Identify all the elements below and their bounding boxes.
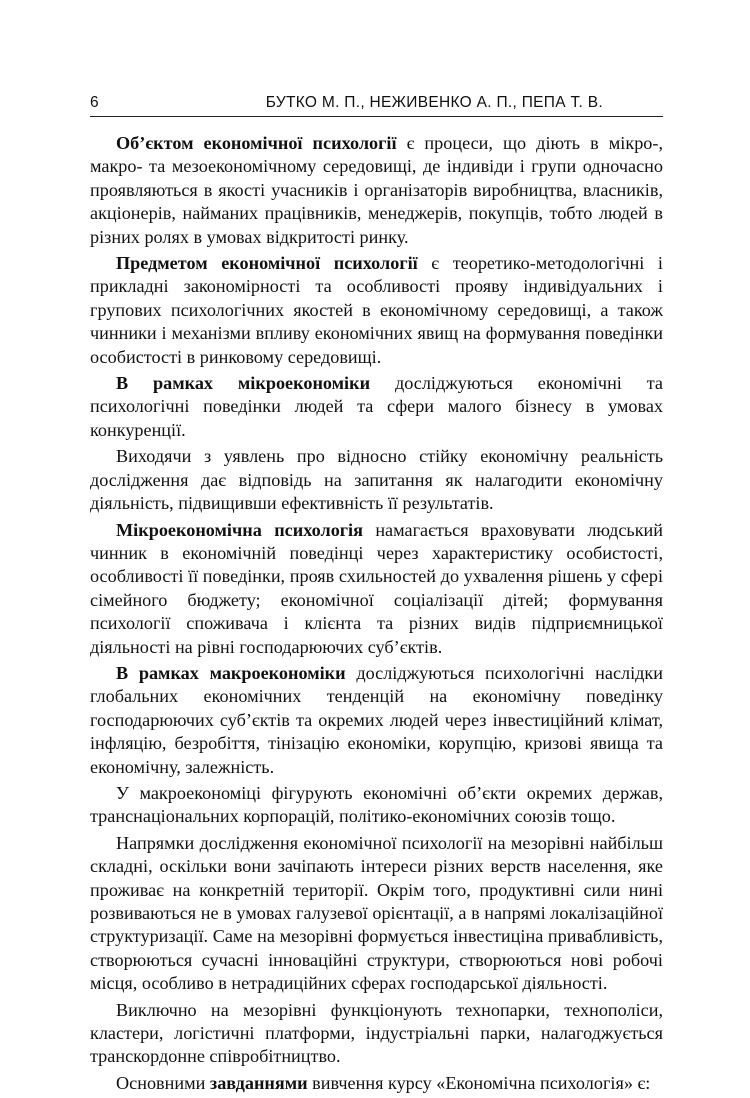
term-macroeconomics: В рамках макроекономіки [116,662,346,683]
paragraph-text: вивчення курсу «Економічна психологія» є: [307,1072,651,1093]
term-object: Об’єктом економічної психології [116,133,397,153]
body-text [90,132,663,1098]
term-micro-psychology: Мікроекономічна психологія [116,519,363,540]
term-microeconomics: В рамках мікроекономіки [116,373,371,394]
paragraph-microeconomics [90,372,663,442]
header-authors: БУТКО М. П., НЕЖИВЕНКО А. П., ПЕПА Т. В. [265,94,603,111]
paragraph-text: У макроекономіці фігурують економічні об’єкти окремих держав, транснаціональних корпорацій, політико-економічних союзів тощо. [90,782,663,827]
paragraph-text: Напрямки дослідження економічної психології на мезорівні найбільш складні, оскільки вони зачіпають інтереси різних верств населення, яке проживає на конкретній території. Окрім того, продуктивні сили нині розвиваються не в умовах галузевої орієнтації, а в напрямі локалізаційної структуризації. Саме на мезорівні формується інвестиціна привабливість, створюються сучасні інноваційні структури, створюються нові робочі місця, особливо в нетрадиційних сферах господарської діяльності. [90,832,663,994]
paragraph-text: є процеси, що діють в мікро-, макро- та мезоекономічному середовищі, де індивіди і групи одночасно проявляються в якості учасників і організаторів виробництва, власників, акціонерів, найманих працівників, менеджерів, покупців, тобто людей в різних ролях в умовах відкритості ринку. [90,133,663,247]
paragraph-text: є теоретико-методологічні і прикладні закономірності та особливості прояву індивідуальних і групових психологічних якостей в економічному середовищі, а також чинники і механізми впливу економічних явищ на формування поведінки особистості в ринковому середовищі. [90,253,663,367]
paragraph-text: досліджуються психологічні наслідки глобальних економічних тенденцій на економічну поведінку господарюючих суб’єктів та окремих людей через інвестиційний клімат, інфляцію, безробіття, тінізацію економіки, корупцію, кризові явища та економічну, залежність. [90,662,663,777]
page-number: 6 [90,94,99,111]
paragraph-object-of-psychology [90,132,663,249]
running-header [90,90,663,117]
paragraph-pre-text: Основними [116,1072,210,1093]
paragraph-meso-functions [90,999,663,1069]
paragraph-meso-level [90,832,663,996]
paragraph-text: Виключно на мезорівні функціонують технопарки, технополіси, кластери, логістичні платформи, індустріальні парки, налагоджується транскордонне співробітництво. [90,999,663,1067]
paragraph-text: намагається враховувати людський чинник в економічній поведінці через характеристику особистості, особливості її поведінки, прояв схильностей до ухвалення рішень у сфері сімейного бюджету; економічної соціалізації дітей; формування психології споживача і клієнта та різних видів підприємницької діяльності на рівні господарюючих суб’єктів. [90,519,663,657]
paragraph-micro-psychology [90,519,663,659]
paragraph-course-tasks [90,1072,663,1095]
paragraph-economic-reality [90,445,663,515]
paragraph-macro-objects [90,782,663,829]
term-subject: Предметом економічної психології [116,253,418,274]
paragraph-subject-of-psychology [90,252,663,369]
paragraph-macroeconomics [90,662,663,779]
paragraph-text: Виходячи з уявлень про відносно стійку економічну реальність дослідження дає відповідь на запитання як налагодити економічну діяльність, підвищивши ефективність її результатів. [90,446,663,514]
paragraph-text: досліджуються економічні та психологічні поведінки людей та сфери малого бізнесу в умовах конкуренції. [90,373,663,440]
term-tasks: завданнями [209,1072,308,1093]
